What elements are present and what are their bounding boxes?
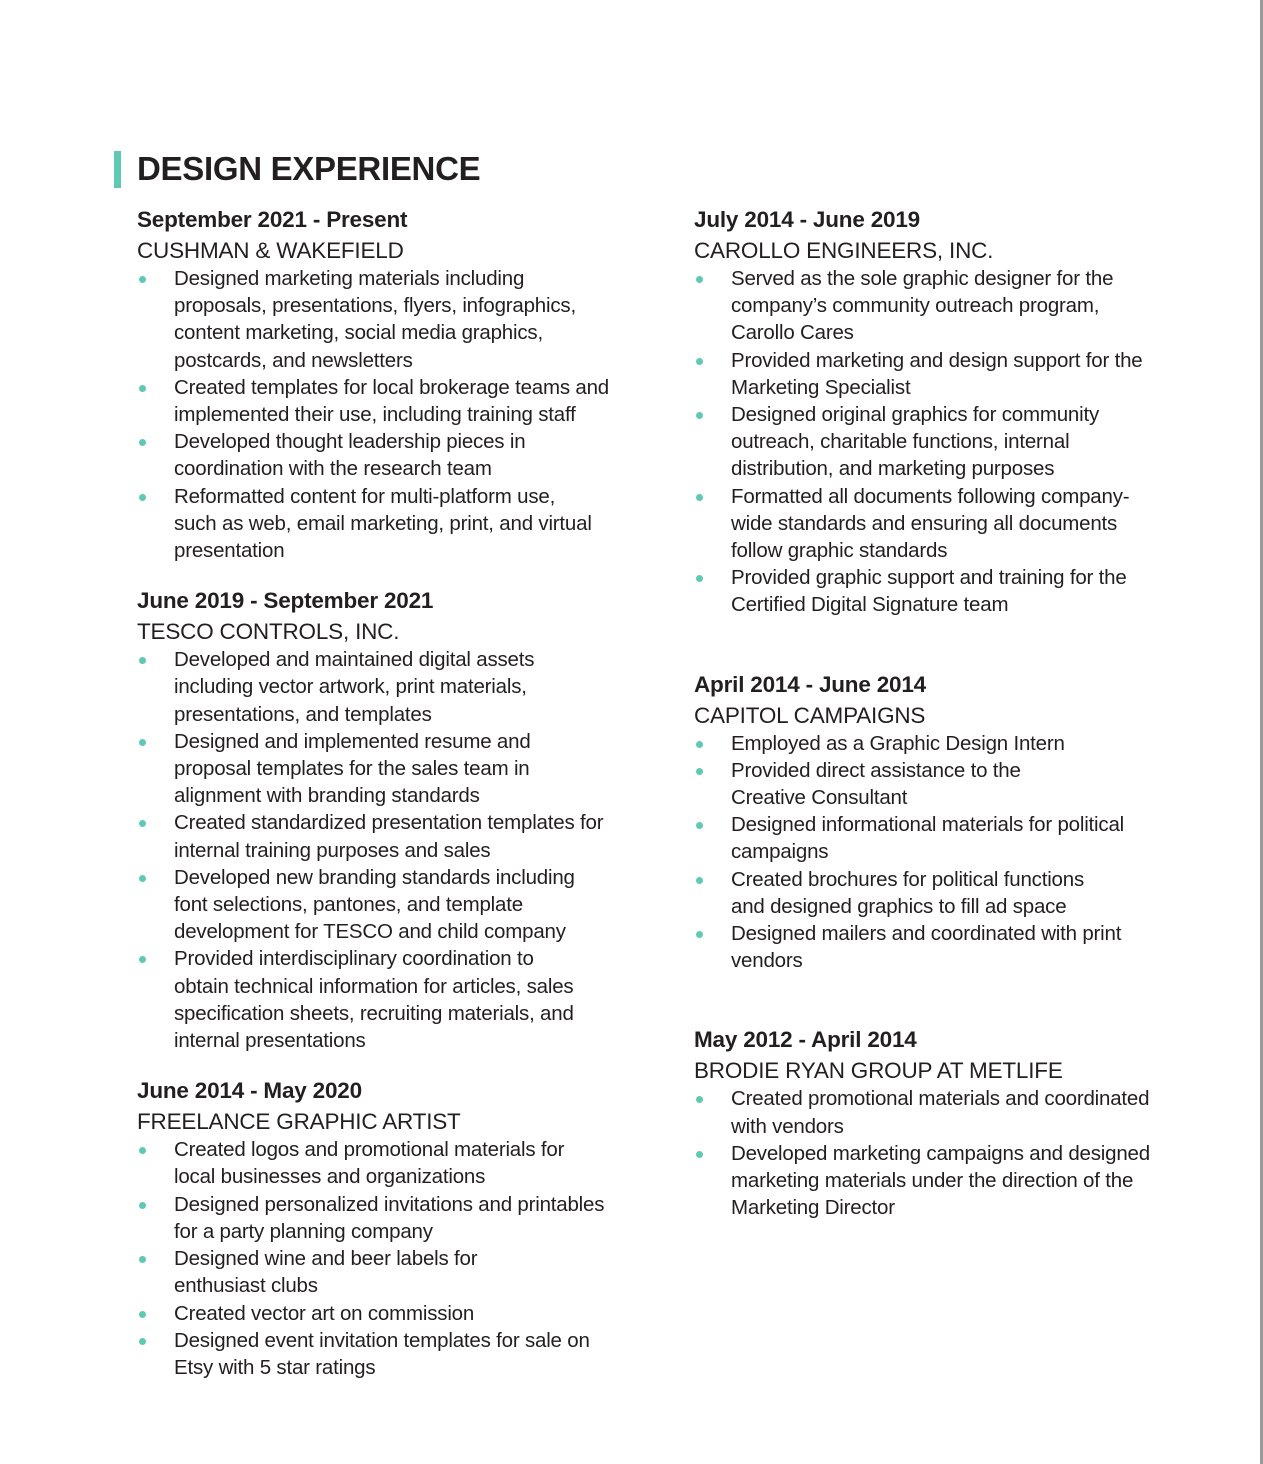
job-bullet-list [694, 265, 1194, 619]
bullet-dot-icon [696, 575, 703, 582]
list-item-continued: Etsy with 5 star ratings [174, 1355, 376, 1379]
list-item: Developed thought leadership pieces in [137, 428, 647, 455]
list-item-continued: internal training purposes and sales [174, 838, 491, 862]
job-company: FREELANCE GRAPHIC ARTIST [137, 1109, 461, 1135]
bullet-dot-icon [139, 1311, 146, 1318]
bullet-dot-icon [139, 1338, 146, 1345]
list-item-continued: local businesses and organizations [174, 1165, 486, 1189]
job-dates: June 2014 - May 2020 [137, 1078, 362, 1104]
list-item: Provided direct assistance to the [694, 757, 1194, 784]
list-item-continued: Marketing Specialist [731, 375, 911, 399]
job-entry-tesco [137, 584, 647, 1054]
job-bullet-list [137, 646, 647, 1054]
list-item: Designed marketing materials including [137, 265, 647, 292]
bullet-dot-icon [696, 412, 703, 419]
bullet-dot-icon [696, 931, 703, 938]
list-item-continued: font selections, pantones, and template [174, 893, 523, 917]
spacer [694, 619, 1194, 668]
list-item: Designed wine and beer labels for [137, 1245, 647, 1272]
bullet-dot-icon [139, 385, 146, 392]
list-item-continued: follow graphic standards [731, 539, 948, 563]
job-dates: May 2012 - April 2014 [694, 1027, 917, 1053]
job-bullet-list [137, 1136, 647, 1381]
list-item-continued: such as web, email marketing, print, and virtual [174, 511, 592, 535]
list-item-continued: vendors [731, 949, 803, 973]
bullet-dot-icon [139, 657, 146, 664]
spacer [694, 974, 1194, 1023]
job-company: CAROLLO ENGINEERS, INC. [694, 238, 994, 263]
bullet-dot-icon [696, 494, 703, 501]
section-accent-bar [114, 151, 121, 188]
spacer [137, 1054, 647, 1074]
list-item-continued: development for TESCO and child company [174, 920, 566, 944]
job-company: BRODIE RYAN GROUP AT METLIFE [694, 1058, 1063, 1084]
bullet-dot-icon [139, 439, 146, 446]
list-item-continued: marketing materials under the direction of the [731, 1169, 1134, 1193]
job-entry-freelance [137, 1074, 647, 1381]
list-item: Designed original graphics for community [694, 401, 1194, 428]
list-item: Designed personalized invitations and printables [137, 1191, 647, 1218]
list-item-continued: postcards, and newsletters [174, 348, 413, 372]
list-item-continued: implemented their use, including training staff [174, 403, 576, 427]
list-item: Provided graphic support and training for the [694, 564, 1194, 591]
list-item: Created promotional materials and coordinated [694, 1085, 1194, 1112]
section-header [114, 150, 480, 188]
job-dates: June 2019 - September 2021 [137, 588, 434, 614]
list-item: Served as the sole graphic designer for the [694, 265, 1194, 292]
list-item: Developed and maintained digital assets [137, 646, 647, 673]
list-item: Created vector art on commission [137, 1300, 647, 1327]
bullet-dot-icon [696, 358, 703, 365]
list-item-continued: and designed graphics to fill ad space [731, 894, 1067, 918]
job-company: CAPITOL CAMPAIGNS [694, 702, 926, 728]
list-item: Designed and implemented resume and [137, 728, 647, 755]
job-company: CUSHMAN & WAKEFIELD [137, 238, 404, 263]
list-item-continued: presentations, and templates [174, 702, 432, 726]
list-item-continued: for a party planning company [174, 1219, 433, 1243]
list-item-continued: proposal templates for the sales team in [174, 757, 530, 781]
job-bullet-list [694, 730, 1194, 975]
list-item-continued: Marketing Director [731, 1196, 895, 1220]
list-item: Created logos and promotional materials for [137, 1136, 647, 1163]
list-item: Provided interdisciplinary coordination to [137, 945, 647, 972]
bullet-dot-icon [139, 276, 146, 283]
bullet-dot-icon [139, 820, 146, 827]
bullet-dot-icon [696, 741, 703, 748]
list-item: Created templates for local brokerage teams and [137, 374, 647, 401]
job-entry-brodie [694, 1023, 1194, 1221]
job-entry-cushman [137, 203, 647, 564]
list-item-continued: distribution, and marketing purposes [731, 457, 1055, 481]
bullet-dot-icon [696, 822, 703, 829]
bullet-dot-icon [696, 1151, 703, 1158]
bullet-dot-icon [696, 1096, 703, 1103]
bullet-dot-icon [696, 877, 703, 884]
list-item-continued: including vector artwork, print materials, [174, 675, 527, 699]
job-bullet-list [137, 265, 647, 564]
list-item-continued: coordination with the research team [174, 457, 492, 481]
bullet-dot-icon [139, 875, 146, 882]
bullet-dot-icon [139, 739, 146, 746]
list-item: Reformatted content for multi-platform use, [137, 483, 647, 510]
list-item: Formatted all documents following company- [694, 483, 1194, 510]
list-item-continued: Creative Consultant [731, 786, 908, 810]
bullet-dot-icon [139, 956, 146, 963]
list-item: Provided marketing and design support for the [694, 347, 1194, 374]
job-entry-capitol [694, 668, 1194, 975]
bullet-dot-icon [139, 1147, 146, 1154]
list-item: Employed as a Graphic Design Intern [694, 730, 1194, 757]
list-item: Created standardized presentation templates for [137, 809, 647, 836]
list-item: Designed event invitation templates for sale on [137, 1327, 647, 1354]
right-column [694, 203, 1194, 1221]
bullet-dot-icon [696, 768, 703, 775]
list-item-continued: wide standards and ensuring all documents [731, 511, 1118, 535]
bullet-dot-icon [139, 1256, 146, 1263]
list-item-continued: Carollo Cares [731, 321, 854, 345]
list-item: Designed mailers and coordinated with print [694, 920, 1194, 947]
job-dates: April 2014 - June 2014 [694, 671, 926, 697]
list-item-continued: campaigns [731, 840, 829, 864]
list-item-continued: obtain technical information for articles, sales [174, 974, 574, 998]
list-item: Designed informational materials for political [694, 811, 1194, 838]
list-item-continued: outreach, charitable functions, internal [731, 430, 1070, 454]
list-item: Developed marketing campaigns and designed [694, 1140, 1194, 1167]
job-dates: July 2014 - June 2019 [694, 207, 920, 232]
bullet-dot-icon [139, 1202, 146, 1209]
list-item: Developed new branding standards including [137, 864, 647, 891]
bullet-dot-icon [696, 276, 703, 283]
left-column [137, 203, 647, 1381]
list-item-continued: specification sheets, recruiting materials, and [174, 1001, 574, 1025]
section-title: DESIGN EXPERIENCE [137, 150, 481, 187]
list-item-continued: presentation [174, 539, 285, 563]
list-item-continued: proposals, presentations, flyers, infographics, [174, 294, 576, 318]
list-item-continued: company’s community outreach program, [731, 294, 1100, 318]
list-item-continued: internal presentations [174, 1029, 366, 1053]
job-company: TESCO CONTROLS, INC. [137, 619, 400, 645]
spacer [137, 564, 647, 584]
list-item: Created brochures for political functions [694, 866, 1194, 893]
list-item-continued: with vendors [731, 1114, 844, 1138]
job-bullet-list [694, 1085, 1194, 1221]
list-item-continued: alignment with branding standards [174, 784, 480, 808]
bullet-dot-icon [139, 494, 146, 501]
job-dates: September 2021 - Present [137, 207, 408, 232]
list-item-continued: Certified Digital Signature team [731, 593, 1009, 617]
job-entry-carollo [694, 203, 1194, 619]
list-item-continued: enthusiast clubs [174, 1274, 318, 1298]
list-item-continued: content marketing, social media graphics, [174, 321, 543, 345]
